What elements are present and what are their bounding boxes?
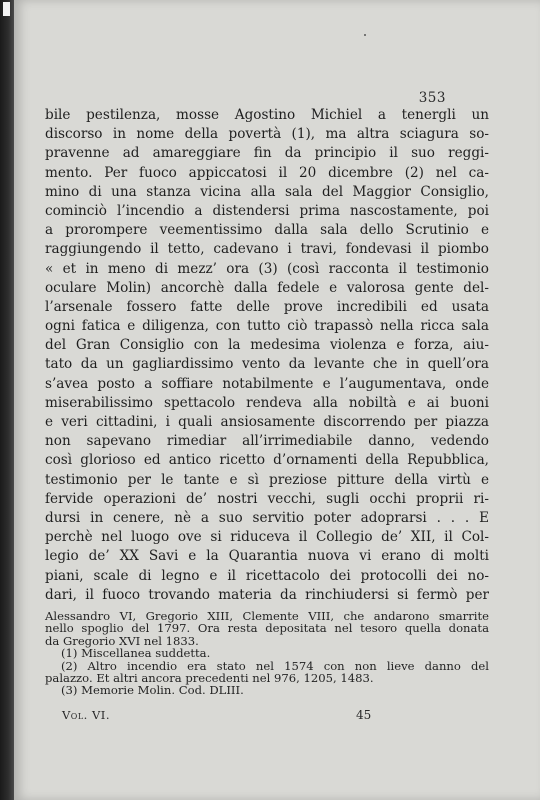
book-binding-edge [0, 0, 14, 800]
body-line: dursi in cenere, nè a suo servitio poter adoprarsi . . . E [45, 509, 489, 526]
body-line: a prorompere veementissimo dalla sala dello Scrutinio e [45, 222, 489, 239]
signature-number: 45 [356, 708, 372, 722]
body-line: del Gran Consiglio con la medesima violenza e forza, aiu- [45, 337, 489, 354]
body-line: « et in meno di mezz’ ora (3) (così racconta il testimonio [45, 260, 489, 277]
footnote-1: (1) Miscellanea suddetta. [61, 646, 211, 661]
body-line: pravenne ad amareggiare fin da principio il suo reggi- [45, 145, 489, 162]
body-line: ogni fatica e diligenza, con tutto ciò trapassò nella ricca sala [45, 318, 489, 335]
page-number: 353 [418, 90, 446, 106]
body-line: oculare Molin) ancorchè dalla fedele e valorosa gente del- [45, 279, 489, 296]
footnote-line: nello spoglio del 1797. Ora resta depositata nel tesoro quella donata [45, 621, 489, 636]
body-line: mino di una stanza vicina alla sala del Maggior Consiglio, [45, 183, 489, 200]
body-line: cominciò l’incendio a distendersi prima nascostamente, poi [45, 202, 489, 219]
body-line: non sapevano rimediar all’irrimediabile danno, vedendo [45, 433, 489, 450]
body-line: così glorioso ed antico ricetto d’ornamenti della Repubblica, [45, 452, 489, 469]
body-line: s’avea posto a soffiare notabilmente e l’augumentava, onde [45, 375, 489, 392]
footnote-line: Alessandro VI, Gregorio XIII, Clemente VIII, che andarono smarrite [45, 609, 489, 623]
footnote-line: da Gregorio XVI nel 1833. [45, 633, 199, 648]
body-line: tato da un gagliardissimo vento da levante che in quell’ora [45, 356, 489, 373]
body-line: discorso in nome della povertà (1), ma altra sciagura so- [45, 126, 489, 143]
body-line: legio de’ XX Savi e la Quarantia nuova vi erano di molti [45, 548, 489, 565]
footnote-2: (2) Altro incendio era stato nel 1574 con non lieve danno del [61, 658, 489, 673]
body-line: l’arsenale fossero fatte delle prove incredibili ed usata [45, 298, 489, 315]
body-line: e veri cittadini, i quali ansiosamente discorrendo per piazza [45, 414, 489, 430]
body-line: testimonio per le tante e sì preziose pitture della virtù e [45, 471, 489, 488]
body-line: bile pestilenza, mosse Agostino Michiel a tenergli un [45, 107, 489, 123]
body-line: dari, il fuoco trovando materia da rinchiudersi si fermò per [45, 586, 489, 603]
volume-signature: Vol. VI. [62, 708, 110, 722]
binding-notch [3, 2, 10, 16]
footnote-line: palazzo. Et altri ancora precedenti nel 976, 1205, 1483. [45, 671, 374, 686]
body-text [45, 106, 489, 605]
body-line: mento. Per fuoco appiccatosi il 20 dicembre (2) nel ca- [45, 164, 489, 181]
footnotes [45, 610, 489, 697]
body-line: raggiungendo il tetto, cadevano i travi, fondevasi il piombo [45, 241, 489, 258]
body-line: perchè nel luogo ove si riduceva il Collegio de’ XII, il Col- [45, 529, 489, 546]
body-line: piani, scale di legno e il ricettacolo dei protocolli dei no- [45, 567, 489, 584]
body-line: fervide operazioni de’ nostri vecchi, sugli occhi proprii ri- [45, 490, 489, 507]
body-line: miserabilissimo spettacolo rendeva alla nobiltà e ai buoni [45, 394, 489, 411]
paper-speck [364, 34, 366, 36]
footnote-3: (3) Memorie Molin. Cod. DLIII. [61, 683, 244, 698]
